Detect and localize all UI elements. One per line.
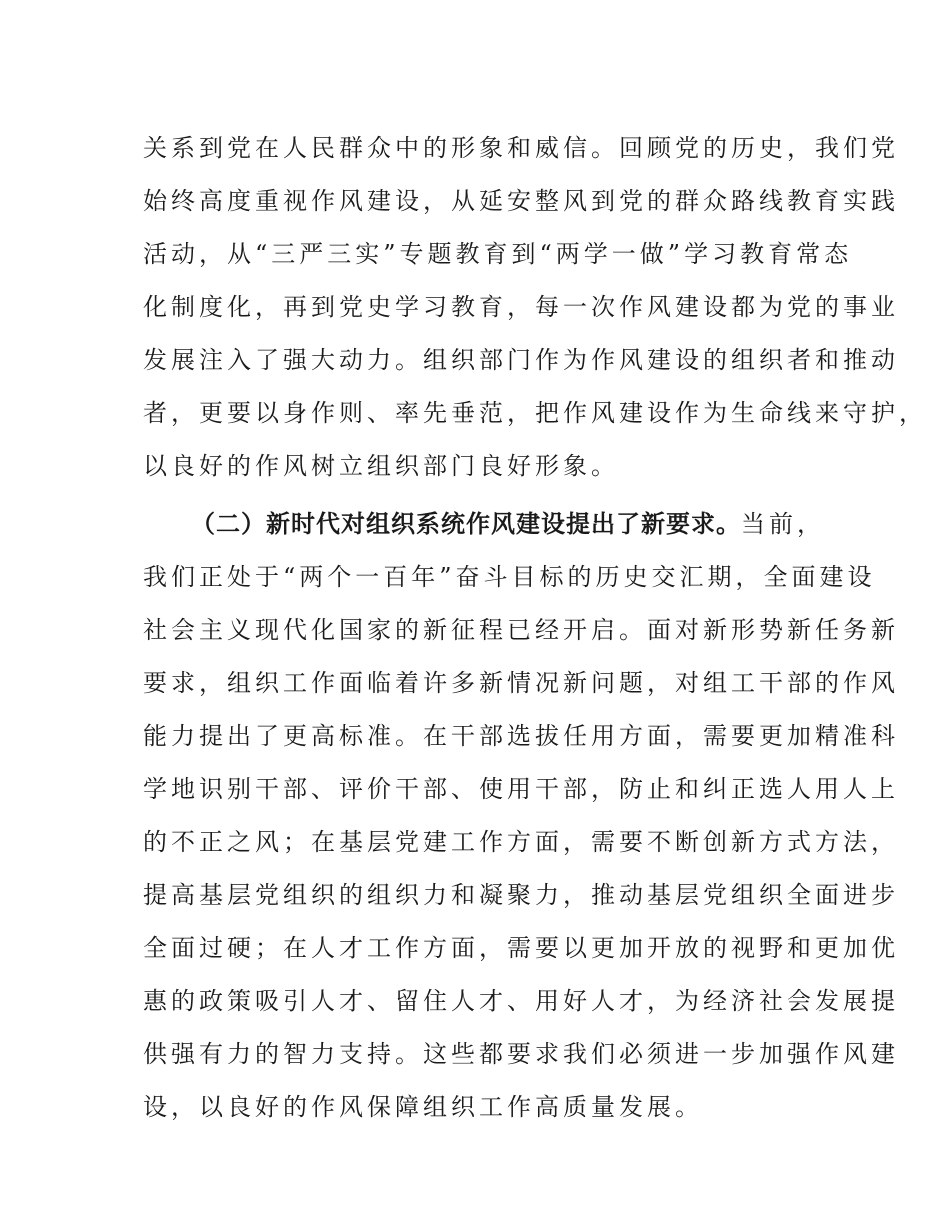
text-line: 学地识别干部、评价干部、使用干部，防止和纠正选人用人上 [143, 775, 899, 803]
text-line: 活动，从“三严三实”专题教育到“两学一做”学习教育常态 [143, 240, 853, 268]
text-line: 的不正之风；在基层党建工作方面，需要不断创新方式方法， [143, 828, 899, 856]
text-line: 惠的政策吸引人才、留住人才、用好人才，为经济社会发展提 [143, 987, 899, 1015]
text-line: 化制度化，再到党史学习教育，每一次作风建设都为党的事业 [143, 293, 899, 321]
document-body [143, 122, 927, 1134]
text-line: 以良好的作风树立组织部门良好形象。 [143, 452, 619, 480]
paragraph-2-first-line [143, 498, 825, 551]
text-line: 者，更要以身作则、率先垂范，把作风建设作为生命线来守护， [143, 399, 927, 427]
paragraph-2 [143, 498, 899, 1134]
text-line: 要求，组织工作面临着许多新情况新问题，对组工干部的作风 [143, 669, 899, 697]
text-line: 社会主义现代化国家的新征程已经开启。面对新形势新任务新 [143, 616, 899, 644]
text-line: 我们正处于“两个一百年”奋斗目标的历史交汇期，全面建设 [143, 563, 876, 591]
paragraph-1 [143, 122, 927, 493]
text-line: 供强有力的智力支持。这些都要求我们必须进一步加强作风建 [143, 1040, 899, 1068]
text-line: 设，以良好的作风保障组织工作高质量发展。 [143, 1093, 703, 1121]
text-line: 始终高度重视作风建设，从延安整风到党的群众路线教育实践 [143, 187, 899, 215]
heading-continuation: 当前， [741, 510, 825, 538]
text-line: 能力提出了更高标准。在干部选拔任用方面，需要更加精准科 [143, 722, 899, 750]
section-heading: （二）新时代对组织系统作风建设提出了新要求。 [191, 510, 741, 538]
text-line: 提高基层党组织的组织力和凝聚力，推动基层党组织全面进步 [143, 881, 899, 909]
text-line: 关系到党在人民群众中的形象和威信。回顾党的历史，我们党 [143, 134, 899, 162]
text-line: 发展注入了强大动力。组织部门作为作风建设的组织者和推动 [143, 346, 899, 374]
text-line: 全面过硬；在人才工作方面，需要以更加开放的视野和更加优 [143, 934, 899, 962]
